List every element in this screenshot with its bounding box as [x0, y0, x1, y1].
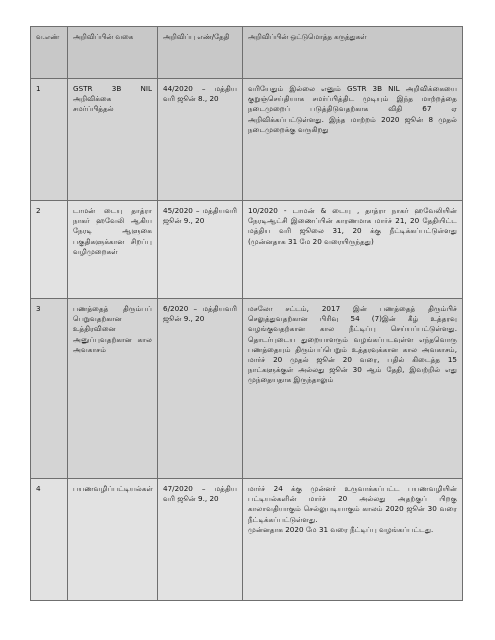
- row-serial-number: 1: [31, 79, 68, 201]
- summary-paragraph: முன்னதாக 2020 மே 31 வரை நீட்டிப்பு வழங்கப்பட்டது.: [248, 524, 434, 534]
- row-notification-type: பயணவழிப்பட்டியல்கள்: [68, 479, 158, 601]
- header-notification-type: அறிவிப்பின் வகை: [68, 27, 158, 79]
- summary-paragraph: மார்ச் 24 க்கு முன்னர் உருவாக்கப்பட்ட பயணவழியின் பட்டியல்களின் மார்ச் 20 அல்லது அதற்குப் பிறகு காலாவதியாகும் செல்லுபடியாகும் காலம் 2020 ஜூன் 30 வரை நீட்டிக்கப்பட்டுள்ளது.: [248, 484, 457, 524]
- row-serial-number: 4: [31, 479, 68, 601]
- table-row: [31, 479, 463, 601]
- summary-paragraph: 10/2020 - டாமன் & டையு , தாத்ரா நாகர் ஹவேலியின் நேரடிஆட்சி இணைப்பின் காரணமாக மார்ச் 21, 20 தேதியிட்ட மத்திய வரி ஜூலை 31, 20 க்கு நீட்டிக்கப்பட்டுள்ளது (முன்னதாக 31 மே 20 வரையிருந்தது): [248, 206, 457, 246]
- row-summary: [243, 479, 463, 601]
- row-notification-ref: 45/2020 – மத்தியவரி ஜூன் 9., 20: [158, 201, 243, 299]
- row-notification-type: டாமன் டையு தாத்ரா நாகர் ஹவேலி ஆகிய நேரடி ஆளுகை பகுதிகளுக்கான சிறப்பு வழிமுறைகள்: [68, 201, 158, 299]
- header-notification-ref: அறிவிப்பு எண்/தேதி: [158, 27, 243, 79]
- notifications-table: [30, 26, 463, 601]
- table-row: [31, 299, 463, 479]
- header-serial-number: வ.எண்: [31, 27, 68, 79]
- table-header-row: [31, 27, 463, 79]
- row-notification-ref: 6/2020 – மத்தியவரி ஜூன் 9., 20: [158, 299, 243, 479]
- row-summary: [243, 299, 463, 479]
- table-row: [31, 201, 463, 299]
- summary-paragraph: மசலோ சட்டம், 2017 இன் பணத்தைத் திரும்பிச் செலுத்துவதற்கான பிரிவு 54 (7)இன் கீழ் உத்தரவு வழங்குவதற்கான கால நீட்டிப்பு செய்யப்பட்டுள்ளது. தொடர்புடைய துறையாளரும் வழங்கப்படவுள்ள எந்தவொரு பணத்தையும் திரும்பப்பெறும் உத்தரவுக்கான கால அவகாசம், மார்ச் 20 முதல் ஜூன் 20 வரை, பதில் கிடைத்த 15 நாட்களுக்குள் அல்லது ஜூன் 30 ஆம் தேதி, இவற்றில் எது முந்தையதாக இருந்தாலும்: [248, 304, 457, 385]
- row-notification-type: பணத்தைத் திரும்பப் பெறுவதற்கான உத்திரவினை அனுப்புவதற்கான கால அவகாசம்: [68, 299, 158, 479]
- row-notification-type: GSTR 3B NIL அறிவிக்கை சமர்ப்பித்தல்: [68, 79, 158, 201]
- row-notification-ref: 44/2020 – மத்திய வரி ஜூன் 8., 20: [158, 79, 243, 201]
- header-summary: அறிவிப்பின் ஒட்டுமொத்த கருத்துகள்: [243, 27, 463, 79]
- row-summary: [243, 201, 463, 299]
- row-serial-number: 2: [31, 201, 68, 299]
- summary-paragraph: வரியேதும் இல்லை எனும் GSTR 3B NIL அறிவிக்கையை குறுஞ்செய்தியாக சமர்ப்பித்திட முடியும் இந்த மாற்றத்தை நடைமுறைப் படுத்திடுவதற்காக விதி 67 ஏ அறிவிக்கப்பட்டுள்ளது. இந்த மாற்றம் 2020 ஜூன் 8 முதல் நடைமுறைக்கு வருகிறது: [248, 84, 457, 134]
- row-notification-ref: 47/2020 – மத்திய வரி ஜூன் 9., 20: [158, 479, 243, 601]
- row-serial-number: 3: [31, 299, 68, 479]
- table-row: [31, 79, 463, 201]
- row-summary: [243, 79, 463, 201]
